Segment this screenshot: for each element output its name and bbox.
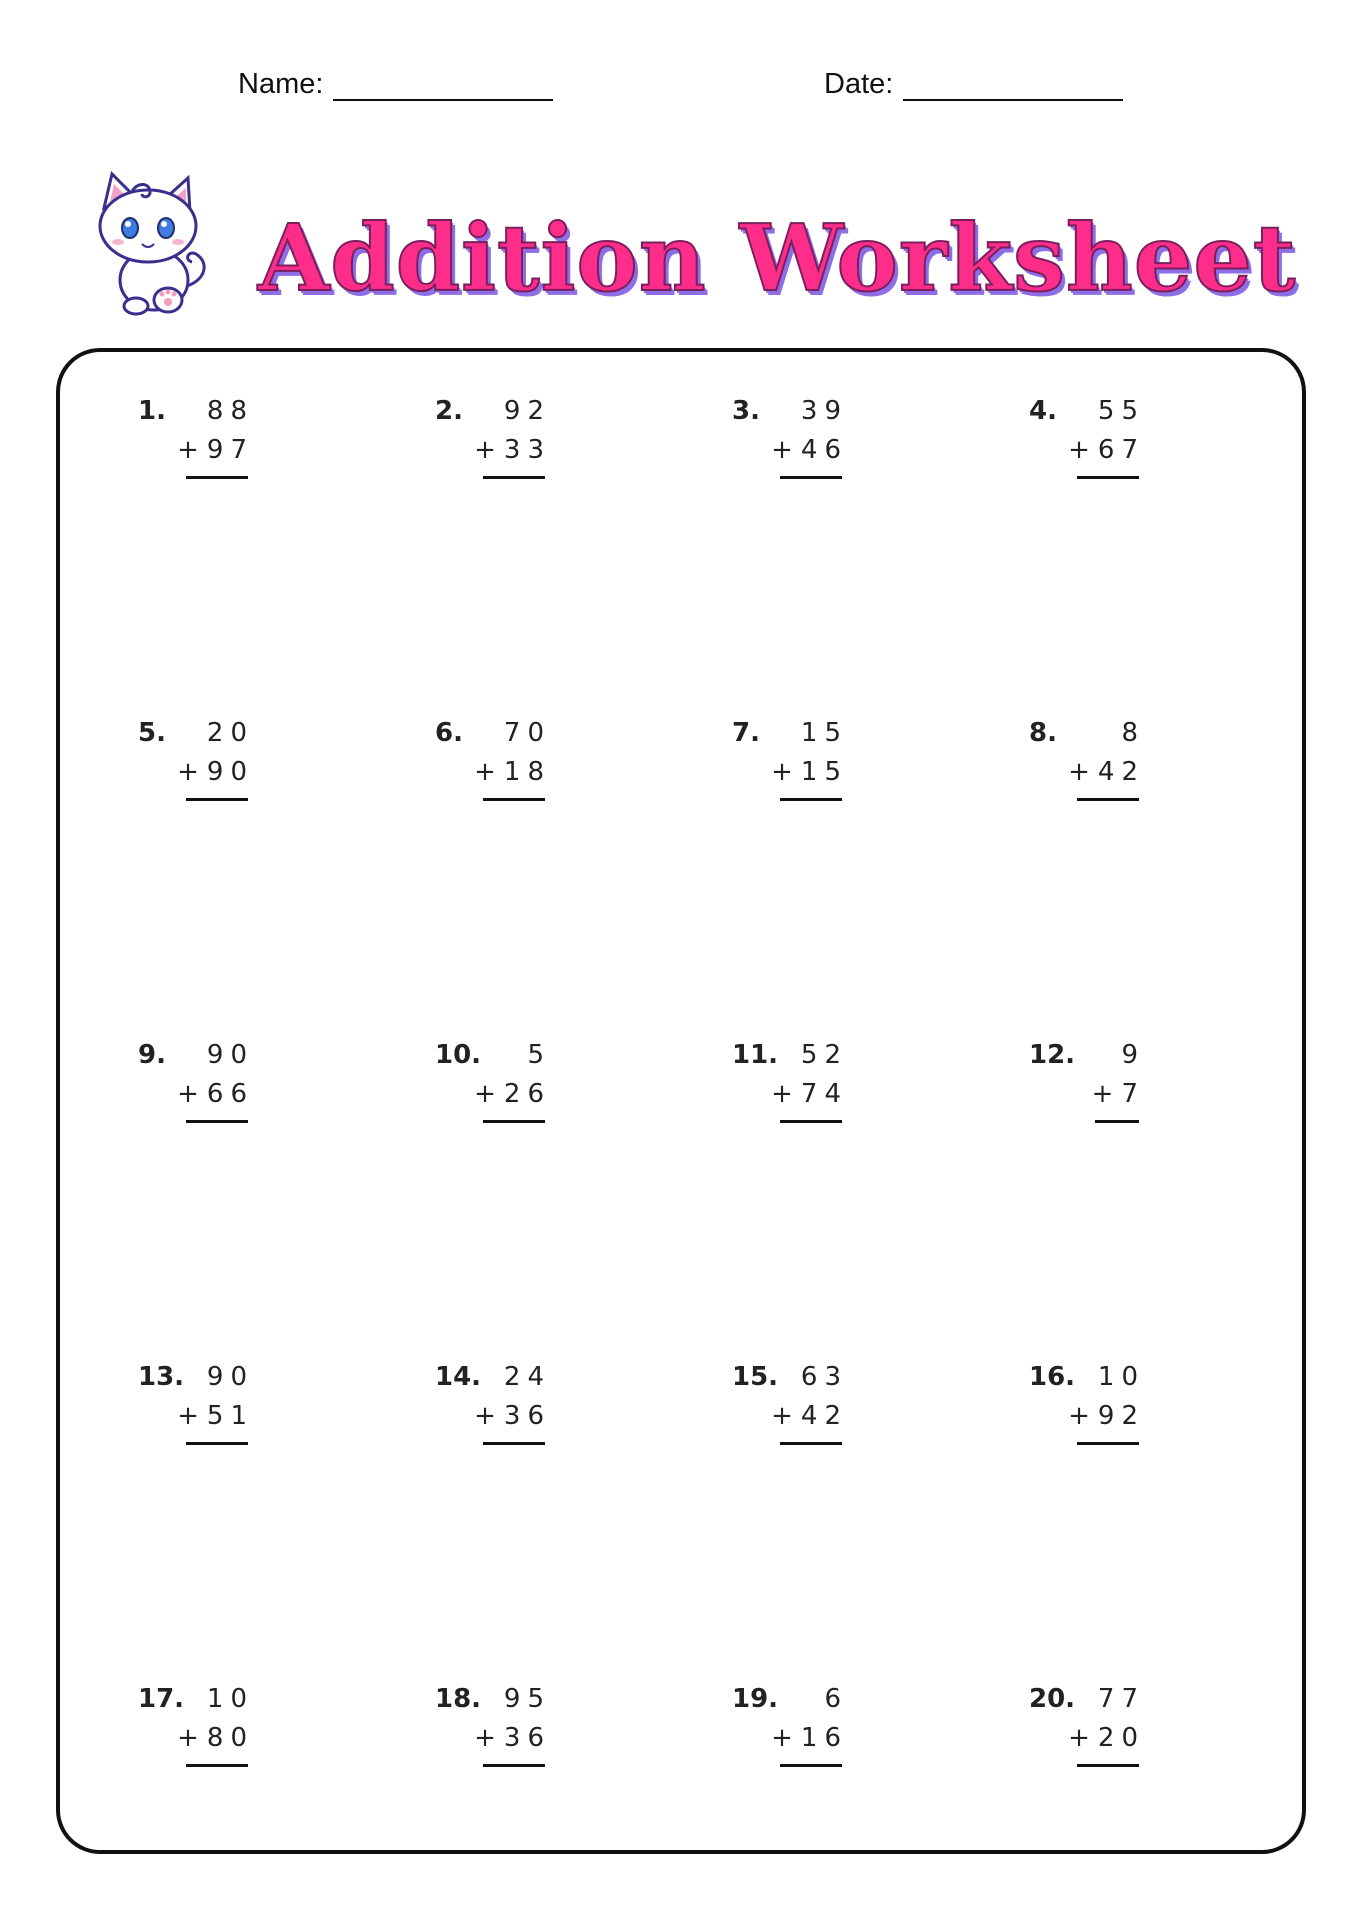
- answer-line[interactable]: [483, 798, 545, 801]
- answer-line[interactable]: [186, 476, 248, 479]
- addend-bottom: 66: [206, 1079, 254, 1109]
- plus-sign: +: [1068, 435, 1090, 465]
- answer-line[interactable]: [186, 1120, 248, 1123]
- worksheet-title: Addition Worksheet: [258, 204, 1297, 312]
- problem-number: 12.: [1029, 1040, 1076, 1070]
- addend-bottom-row: [1068, 1401, 1145, 1431]
- addend-top: 10: [1097, 1362, 1145, 1392]
- answer-line[interactable]: [780, 1442, 842, 1445]
- plus-sign: +: [771, 1401, 793, 1431]
- addend-bottom-row: [771, 1401, 848, 1431]
- plus-sign: +: [1068, 1401, 1090, 1431]
- problem-number: 15.: [732, 1362, 779, 1392]
- answer-line[interactable]: [780, 798, 842, 801]
- addend-top: 77: [1097, 1684, 1145, 1714]
- addend-top: 39: [800, 396, 848, 426]
- problem-number: 19.: [732, 1684, 779, 1714]
- date-line[interactable]: [903, 73, 1123, 101]
- addend-top: 15: [800, 718, 848, 748]
- problem-1: [138, 396, 254, 476]
- problem-4: [1029, 396, 1145, 476]
- problem-6: [435, 718, 551, 798]
- answer-line[interactable]: [483, 1120, 545, 1123]
- name-line[interactable]: [333, 73, 553, 101]
- problem-number: 8.: [1029, 718, 1057, 748]
- addend-bottom-row: [474, 435, 551, 465]
- answer-line[interactable]: [780, 1764, 842, 1767]
- addend-bottom: 36: [503, 1723, 551, 1753]
- answer-line[interactable]: [186, 1764, 248, 1767]
- addend-top: 20: [206, 718, 254, 748]
- problem-number: 2.: [435, 396, 463, 426]
- problem-number: 1.: [138, 396, 166, 426]
- addend-bottom: 7: [1121, 1079, 1145, 1109]
- addend-bottom-row: [771, 1079, 848, 1109]
- plus-sign: +: [771, 1079, 793, 1109]
- addend-bottom: 67: [1097, 435, 1145, 465]
- answer-line[interactable]: [1077, 798, 1139, 801]
- addend-bottom: 20: [1097, 1723, 1145, 1753]
- problem-20: [1029, 1684, 1145, 1764]
- answer-line[interactable]: [780, 1120, 842, 1123]
- problem-number: 4.: [1029, 396, 1057, 426]
- addend-top: 92: [503, 396, 551, 426]
- problems-board: [56, 348, 1306, 1854]
- problem-11: [732, 1040, 848, 1120]
- addend-top: 90: [206, 1362, 254, 1392]
- problem-number: 5.: [138, 718, 166, 748]
- problem-number: 10.: [435, 1040, 482, 1070]
- addend-top: 8: [1121, 718, 1145, 748]
- addend-bottom-row: [177, 1079, 254, 1109]
- addend-bottom-row: [1068, 757, 1145, 787]
- answer-line[interactable]: [483, 1442, 545, 1445]
- answer-line[interactable]: [1095, 1120, 1139, 1123]
- addend-top: 63: [800, 1362, 848, 1392]
- plus-sign: +: [474, 1079, 496, 1109]
- plus-sign: +: [771, 1723, 793, 1753]
- answer-line[interactable]: [186, 798, 248, 801]
- addend-top: 52: [800, 1040, 848, 1070]
- problem-12: [1029, 1040, 1145, 1120]
- cat-mascot-icon: [84, 168, 214, 318]
- problem-5: [138, 718, 254, 798]
- problem-number: 20.: [1029, 1684, 1076, 1714]
- addend-top: 55: [1097, 396, 1145, 426]
- answer-line[interactable]: [483, 1764, 545, 1767]
- plus-sign: +: [771, 757, 793, 787]
- addend-bottom: 97: [206, 435, 254, 465]
- problem-19: [732, 1684, 848, 1764]
- addend-bottom-row: [177, 1401, 254, 1431]
- addend-bottom: 90: [206, 757, 254, 787]
- problem-13: [138, 1362, 254, 1442]
- addend-bottom: 26: [503, 1079, 551, 1109]
- addend-bottom: 74: [800, 1079, 848, 1109]
- addend-bottom-row: [771, 1723, 848, 1753]
- addend-bottom: 51: [206, 1401, 254, 1431]
- addend-bottom-row: [177, 1723, 254, 1753]
- addend-bottom: 36: [503, 1401, 551, 1431]
- addend-bottom-row: [474, 1723, 551, 1753]
- addend-bottom: 80: [206, 1723, 254, 1753]
- plus-sign: +: [474, 1723, 496, 1753]
- problem-7: [732, 718, 848, 798]
- addend-top: 9: [1121, 1040, 1145, 1070]
- addend-bottom-row: [474, 1401, 551, 1431]
- answer-line[interactable]: [483, 476, 545, 479]
- answer-line[interactable]: [1077, 1442, 1139, 1445]
- problem-number: 14.: [435, 1362, 482, 1392]
- plus-sign: +: [1091, 1079, 1114, 1109]
- addend-top: 6: [824, 1684, 848, 1714]
- addend-top: 5: [527, 1040, 551, 1070]
- addend-bottom-row: [771, 757, 848, 787]
- addend-bottom-row: [1068, 1723, 1145, 1753]
- addend-bottom: 33: [503, 435, 551, 465]
- problem-14: [435, 1362, 551, 1442]
- addend-bottom-row: [1068, 435, 1145, 465]
- addend-bottom: 92: [1097, 1401, 1145, 1431]
- problem-number: 17.: [138, 1684, 185, 1714]
- addend-top: 88: [206, 396, 254, 426]
- problem-15: [732, 1362, 848, 1442]
- problem-number: 6.: [435, 718, 463, 748]
- problem-number: 9.: [138, 1040, 166, 1070]
- plus-sign: +: [1068, 1723, 1090, 1753]
- addend-bottom: 42: [1097, 757, 1145, 787]
- plus-sign: +: [1068, 757, 1090, 787]
- addend-bottom: 42: [800, 1401, 848, 1431]
- plus-sign: +: [177, 757, 199, 787]
- plus-sign: +: [474, 1401, 496, 1431]
- addend-bottom: 15: [800, 757, 848, 787]
- problem-8: [1029, 718, 1145, 798]
- answer-line[interactable]: [780, 476, 842, 479]
- addend-top: 70: [503, 718, 551, 748]
- problem-16: [1029, 1362, 1145, 1442]
- problem-number: 18.: [435, 1684, 482, 1714]
- addend-top: 90: [206, 1040, 254, 1070]
- addend-bottom: 46: [800, 435, 848, 465]
- problem-17: [138, 1684, 254, 1764]
- addend-bottom-row: [474, 757, 551, 787]
- date-field[interactable]: [824, 68, 1123, 101]
- plus-sign: +: [474, 757, 496, 787]
- problem-number: 7.: [732, 718, 760, 748]
- answer-line[interactable]: [1077, 1764, 1139, 1767]
- addend-bottom-row: [177, 435, 254, 465]
- answer-line[interactable]: [186, 1442, 248, 1445]
- name-field[interactable]: [238, 68, 553, 101]
- plus-sign: +: [771, 435, 793, 465]
- problem-number: 3.: [732, 396, 760, 426]
- problem-18: [435, 1684, 551, 1764]
- addend-top: 95: [503, 1684, 551, 1714]
- addend-top: 24: [503, 1362, 551, 1392]
- addend-bottom-row: [1092, 1079, 1145, 1109]
- problem-10: [435, 1040, 551, 1120]
- addend-bottom-row: [771, 435, 848, 465]
- plus-sign: +: [177, 1401, 199, 1431]
- plus-sign: +: [177, 1723, 199, 1753]
- date-label: Date:: [824, 68, 894, 100]
- addend-bottom: 16: [800, 1723, 848, 1753]
- plus-sign: +: [177, 435, 199, 465]
- problem-2: [435, 396, 551, 476]
- addend-bottom: 18: [503, 757, 551, 787]
- plus-sign: +: [474, 435, 496, 465]
- addend-top: 10: [206, 1684, 254, 1714]
- problem-number: 16.: [1029, 1362, 1076, 1392]
- problem-9: [138, 1040, 254, 1120]
- problem-number: 13.: [138, 1362, 185, 1392]
- problem-number: 11.: [732, 1040, 779, 1070]
- answer-line[interactable]: [1077, 476, 1139, 479]
- plus-sign: +: [177, 1079, 199, 1109]
- name-label: Name:: [238, 68, 324, 100]
- addend-bottom-row: [177, 757, 254, 787]
- addend-bottom-row: [474, 1079, 551, 1109]
- problem-3: [732, 396, 848, 476]
